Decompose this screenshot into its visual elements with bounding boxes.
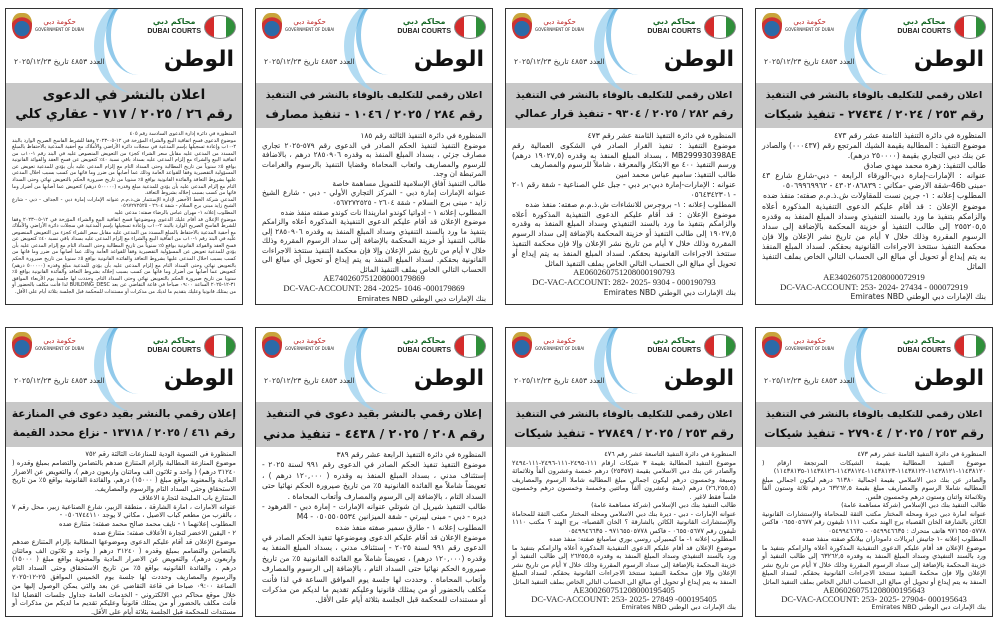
- newspaper-name: الوطن: [913, 366, 984, 391]
- notice-title: اعلان رقمي للتكليف بالوفاء بالنشر في التنفيذ: [765, 409, 983, 420]
- dubai-emblem-icon: [512, 13, 532, 39]
- courts-name-en: DUBAI COURTS: [397, 347, 451, 354]
- dubai-emblem-icon: [262, 13, 282, 39]
- case-number: رقم ٢٥٣ / ٢٠٢٤ / ٢٧٤٣٤ - تنفيذ شيكات: [764, 107, 984, 121]
- courts-name-en: DUBAI COURTS: [647, 347, 701, 354]
- government-of-dubai-logo: [512, 332, 584, 358]
- notice-paragraph: موضوع الدعوى فسخ اتفاقية البيع والشراء المؤرخة في ١٢-٠٥-٢٠٢٣ وفقا للشرط الفاسخ الصريح الوارد بالبند ٢-١٠ب وإعادة تسجيلها بإسم المدعية في سجلات دائرة الأراضي والأملاك مع أحقية المدعية بالاحتفاظ بالمبلغ المسدد من المدعى عليه مقابل سعر الشراء كجزء من التعويض المنصوص عليه في البند رقم ١-١٠ب من اتفاقية البيع والشراء مع إلزام المدعى عليه بسداد باقي نسبة ٤٠٪ كتعويض عن فسخ العقد والفوائد القانونية بواقع ٥٪ سنوياً من تاريخ المطالبة وحتى السداد التام مع إلزام المدعى عليه بأن يؤدي للمدعية تعويض عن المسؤولية التقصيرية وفقا للقواعد العامة وذلك عما أصابها من ضرر وما فاتها من كسب بسبب اخلال المدعى عليها بشروط التعاقد والفائدة القانونية بواقع ٥٪ سنويا من تاريخ صيرورة الحكم بالتعويض نهائي وحتى السداد التام مع إلزام المدعى عليه بأن يؤدي للمدعية مبلغ وقدره (٥٠٠٠٠٠ درهم) كتعويض عما أصابها من أضرار وما فاتها من كسب بسبب إخلاله بشروط التعاقد.: [12, 137, 237, 197]
- courts-label: [147, 17, 201, 37]
- notice-title: اعلان رقمي للتكليف بالوفاء بالنشر في التنفيذ: [515, 90, 733, 101]
- newspaper-name: الوطن: [163, 366, 234, 391]
- notice-paragraph: المنظورة في دائرة التنفيذ الثالثة رقم ١٨٥: [360, 131, 486, 140]
- notice-paragraph: المطلوب إعلانه ١- مهران عباس بالرضاء صفته: مدعى عليه: [114, 209, 236, 216]
- notice-paragraph: المطلوب إعلانه : ١- بروجرس للانشاءات ش.ذ.م.م صفته: منفذ ضده: [525, 199, 736, 209]
- legal-notice: [505, 327, 743, 617]
- dubai-emblem-icon: [762, 332, 782, 358]
- notice-paragraph: المنظورة في دائرة التنفيذ الثامنة عشر رقم ٤٧٣: [857, 450, 986, 458]
- courts-label: [647, 336, 701, 356]
- notice-title: اعلان رقمي للتكليف بالوفاء بالنشر في التنفيذ: [765, 90, 983, 101]
- case-number: رقم ٤٦١ / ٢٠٢٥ / ١٣٧١٨ - نزاع محدد القيمة: [12, 427, 236, 439]
- notice-paragraph: عنوانه امارة دبي ديرة ومحله المختار مكتب الثقة للمحاماة والإستشارات القانونية الكائن بالشارقة الخان القصباء برج الهند مكتب ١١١١ تليفون رقم ٠٦٥٥٠٥٦٧٧ فاكس ٩٧١٦٥٥٠٥٧٧٨ هاتف متحرك : ٠٥٤٩٩٤٦٦٣٥ - ٠٥٤٩٩٤٦٦٣٥: [762, 509, 986, 535]
- notice-paragraph: المطلوب إعلانه : ١- جرين نست للمقاولات ش.ذ.م.م صفته: منفذ ضده: [763, 191, 986, 201]
- dubai-courts-logo: [897, 15, 986, 39]
- notice-paragraph: موضوع الإعلان قد أقام عليكم الدعوى التنفيذية المذكورة أعلاه والزامكم بتنفيذ ما ورد بالسند التنفيذي وسداد المبلغ المنفذ به وقدره ٢٨٥٠٩٠٦ إلى طالب التنفيذ أو خزينة المحكمة بالإضافة إلى سداد الرسوم المقررة وذلك خلال ٧ أيام من تاريخ نشر الإعلان وإلا فإن محكمة التنفيذ ستتخذ الاجراءات القانونية بحقكم. لسداد المبلغ المنفذ به يتم إيداع أو تحويل أي مبالغ الى الحساب التالي الخاص بملف التنفيذ الماثل: [262, 217, 486, 274]
- case-number: رقم ٢٨٢ / ٢٠٢٥ / ٩٣٠٤ - تنفيذ قرار عمالي: [514, 108, 734, 120]
- notice-paragraph: موضوع المنازعة المطالبة بإلزام المتنازع ضدهم بالتضامن والتضامم بمبلغ وقدره ( ٣١٢٤٠ درهم) ( واحد و ثلاثون الف ومائتان واربعون درهم )، والتعويض عن الاضرار المادية والمعنوية بواقع مبلغ ( ١٥٠٠٠) درهم، والفائدة القانونية بواقع ٥٪ من تاريخ الاستحقاق وحتى السداد التام والرسوم والمصاريف.: [12, 458, 236, 494]
- gov-name-ar: حكومة دبي: [793, 18, 826, 26]
- gov-name-en: GOVERNMENT OF DUBAI: [285, 346, 335, 351]
- issue-date: العدد ٤٨٥٣ تاريخ ٢٠٢٥/١٢/٢٣: [264, 376, 355, 385]
- dubai-courts-logo: [897, 334, 986, 358]
- newspaper-name: الوطن: [413, 47, 484, 72]
- iban: AE300260751208000195405: [573, 585, 675, 596]
- notice-header: [6, 328, 242, 402]
- courts-emblem-icon: [454, 15, 486, 39]
- case-number: رقم ٢٠٨ / ٢٠٢٥ / ٤٤٣٨ - تنفيذ مدني: [263, 426, 485, 441]
- case-number: رقم ٢٦ / ٢٠٢٥ / ٧١٧ - عقاري كلي: [15, 107, 233, 122]
- courts-name-ar: محاكم دبي: [152, 336, 196, 345]
- notice-body: [506, 128, 742, 298]
- notice-paragraph: طالب التنفيذ: زهرة محمد مهدي صادق: [863, 161, 986, 171]
- dubai-courts-logo: [647, 334, 736, 358]
- gov-name-en: GOVERNMENT OF DUBAI: [535, 346, 585, 351]
- courts-name-ar: محاكم دبي: [152, 17, 196, 26]
- gov-name-ar: حكومة دبي: [43, 18, 76, 26]
- government-of-dubai-logo: [12, 332, 84, 358]
- bank-name: بنك الإمارات دبي الوطني Emirates NBD: [621, 603, 736, 612]
- notice-paragraph: المطلوب إعلانه ١ - ادواتيا كوندو امارينداا نات كوندو صفته منفذ ضده: [280, 207, 486, 217]
- notice-paragraph: المتنازع باب المليحة لتجارة الاعلاف: [138, 493, 236, 502]
- issue-date: العدد ٤٨٥٣ تاريخ ٢٠٢٥/١٢/٢٣: [514, 57, 605, 66]
- newspaper-name: الوطن: [913, 47, 984, 72]
- newspaper-name: الوطن: [663, 47, 734, 72]
- legal-notice: [255, 8, 493, 305]
- notice-title: اعلان رقمي للتكليف بالوفاء بالنشر في التنفيذ: [265, 90, 483, 101]
- legal-notice: [755, 8, 993, 305]
- notice-paragraph: عنوانه الإمارات - دبي - ديرة بنك دبي الاسلامي ومحله المختار مكتب الثقة للمحاماة والإستشارات القانونية الكائن بالشارقة ؟ الخان القصباء- برج الهند ؟ مكتب ١١١٠ تليفون رقم ٠٦٥٥٠٥٦٧٧ - فاكس ٩٧١٦٥٥٠٥٧٧٨ - ٠٥٤٩٩٤٦٦٣٥: [512, 509, 736, 535]
- gov-name-en: GOVERNMENT OF DUBAI: [785, 346, 835, 351]
- case-number: رقم ٢٥٣ / ٢٠٢٥ / ٢٧٨٤٩ - تنفيذ شيكات: [514, 426, 734, 440]
- gov-label: [535, 18, 584, 34]
- notice-body: [256, 128, 492, 303]
- vac-account: DC-VAC-ACCOUNT: 253- 2025- 27849 -000195405: [531, 593, 717, 604]
- courts-name-ar: محاكم دبي: [652, 336, 696, 345]
- notice-paragraph: موضوع الإعلان قد أقام عليك الدعوى وموضوعها فسخ اتفاقية البيع والشراء المؤرخة في ١٢-٠٥-٢٠٢٣ وفقا للشرط الفاسخ الصريح الوارد بالبند ٢-١٠ب وإعادة تسجيلها بإسم المدعية في سجلات دائرة الأراضي والأملاك مع أحقية المدعية بالاحتفاظ بالمبلغ المسدد من المدعى عليه مقابل سعر الشراء كجزء من التعويض المنصوص عليه في البند رقم ١-١٠ب من اتفاقية البيع والشراء مع إلزام المدعى عليه بسداد باقي نسبة ٤٠٪ كتعويض عن فسخ العقد والفوائد القانونية بواقع ٥٪ سنوياً من تاريخ المطالبة وحتى السداد التام مع إلزام المدعى عليه بأن يؤدي للمدعية تعويض عن المسؤولية التقصيرية وفقا للقواعد العامة وذلك عما أصابها من ضرر وما فاتها من كسب بسبب اخلال المدعى عليها بشروط التعاقد والفائدة القانونية بواقع ٥٪ سنويا من تاريخ صيرورة الحكم بالتعويض نهائي وحتى السداد التام مع إلزام المدعى عليه بأن يؤدي للمدعية مبلغ وقدره (٥٠٠٠٠٠ درهم) كتعويض عما أصابها من أضرار وما فاتها من كسب بسبب إخلاله بشروط التعاقد والفائدة القانونية بواقع ٥٪ سنويا من تاريخ صيرورة الحكم بالتعويض نهائي وحتى السداد التام. وحددت لها جلسة يوم الأربعاء الموافق ٣١-١٢-٢٠٢٥ الساعة ٠٩:٠٠ صباحا في قاعة التقاضي عن بعد BUILDING_DESC لذا فأنت مكلف بالحضور أو من يمثلك قانونيا وعليك بتقديم ما لديك من مذكرات أو مستندات للمحكمة قبل الجلسة بثلاثة أيام على الأقل.: [12, 216, 236, 295]
- gov-name-ar: حكومة دبي: [543, 337, 576, 345]
- notice-paragraph: عنوانه : الإمارات-إمارة دبي-بر دبي - جبل علي الصناعية - شقة رقم ٢٠١ - ٠٥٦٤٣٤٢٣٠١: [512, 180, 736, 199]
- dubai-emblem-icon: [12, 13, 32, 39]
- issue-date: العدد ٤٨٥٣ تاريخ ٢٠٢٥/١٢/٢٣: [764, 57, 855, 66]
- iban: AE060260751208000190793: [573, 267, 675, 278]
- government-of-dubai-logo: [762, 13, 834, 39]
- notice-header: [256, 9, 492, 83]
- bank-name: بنك الإمارات دبي الوطني Emirates NBD: [850, 292, 986, 302]
- gov-label: [785, 337, 834, 353]
- notice-header: [6, 9, 242, 83]
- notice-paragraph: المطلوب إعلانه ١ - طارق سمير صفته منفذ ضده: [335, 522, 486, 532]
- notice-paragraph: طالب التنفيذ بنك دبي الإسلامي (شركة مساهمة عامة): [841, 501, 986, 510]
- issue-date: العدد ٤٨٥٣ تاريخ ٢٠٢٥/١٢/٢٣: [764, 376, 855, 385]
- courts-name-en: DUBAI COURTS: [397, 28, 451, 35]
- notice-body: [506, 447, 742, 612]
- gov-label: [285, 18, 334, 34]
- notice-paragraph: موضوع التنفيذ : المطالبة بقيمة الشيك المرتجع رقم (٠٠٠٤٣٧) والصادر عن بنك دبي التجاري بقيمة (٢٥٠٠٠٠ درهم).: [762, 141, 986, 161]
- courts-name-ar: محاكم دبي: [402, 17, 446, 26]
- legal-notice: [255, 327, 493, 617]
- dubai-emblem-icon: [12, 332, 32, 358]
- courts-label: [647, 17, 701, 37]
- notice-paragraph: طالب التنفيذ بنك دبي الإسلامي (شركة مساهمة عامة): [591, 501, 736, 510]
- courts-emblem-icon: [204, 334, 236, 358]
- courts-name-en: DUBAI COURTS: [897, 28, 951, 35]
- case-number: رقم ٢٨٤ / ٢٠٢٥ / ١٠٤٦ - تنفيذ مصارف: [265, 107, 483, 121]
- issue-date: العدد ٤٨٥٣ تاريخ ٢٠٢٥/١٢/٢٣: [14, 57, 105, 66]
- courts-name-ar: محاكم دبي: [402, 336, 446, 345]
- notice-paragraph: موضوع التنفيذ لتنفيذ الحكم الصادر في الدعوى رقم ٥٧٩-٢٠٢٥ تجاري مصارف جزئي ، بسداد المبلغ المنفذ به وقدره ٢٨٥٠٩٠٦ درهم ، بالاضافة للرسوم والمصاريف واتعاب المحاماة وقضايا التنفيذ بالرسوم والغرامات المرتبطة ان وجد.: [262, 140, 486, 179]
- courts-name-ar: محاكم دبي: [652, 17, 696, 26]
- notice-header: [506, 328, 742, 402]
- notice-paragraph: المطلوب إعلانه -١ جاتيش ايريالات داموداران بيلانكو صفته منفذ ضده: [802, 535, 986, 544]
- notice-body: [6, 447, 242, 617]
- gov-name-en: GOVERNMENT OF DUBAI: [785, 27, 835, 32]
- issue-date: العدد ٤٨٥٣ تاريخ ٢٠٢٥/١٢/٢٣: [14, 376, 105, 385]
- notice-paragraph: عنوانه الإمارات إمارة دبي - المركز التجاري الأولي - دبي - شارع الشيخ زايد - مبنى برج السلام - شقة ٢٦٠٤ - ٠٥٦٧٢٧٢٥٢٥: [262, 188, 486, 207]
- gov-name-en: GOVERNMENT OF DUBAI: [535, 27, 585, 32]
- notice-body: [756, 447, 992, 612]
- notice-paragraph: طالب التنفيذ: ساميم عباس محمد امين: [615, 170, 736, 180]
- notice-title: اعلان بالنشر في الدعوى: [42, 87, 206, 103]
- gov-label: [535, 337, 584, 353]
- bank-name: بنك الإمارات دبي الوطني Emirates NBD: [357, 293, 486, 303]
- gov-name-ar: حكومة دبي: [293, 18, 326, 26]
- iban: AE340260751208000072919: [823, 272, 925, 283]
- notice-body: [6, 128, 242, 295]
- notice-paragraph: المنظورة في دائرة التنفيذ الرابعة عشر رقم ٣٨٩: [336, 450, 486, 459]
- notice-paragraph: موضوع الإعلان قد أقام عليكم الدعوى التنفيذية المذكورة أعلاه والزامكم بتنفيذ ما ورد بالسند التنفيذي وسداد المبلغ المنفذ به وقدره ٢٦٢٥٥,٥ إلى طالب التنفيذ أو خزينة المحكمة بالإضافة إلى سداد الرسوم المقررة وذلك خلال ٧ أيام من تاريخ نشر الإعلان وإلا فإن محكمة التنفيذ ستتخذ الاجراءات القانونية بحقكم. لسداد المبلغ المنفذ به يتم إيداع أو تحويل أي مبالغ الى الحساب التالي الخاص بملف التنفيذ الماثل: [512, 543, 736, 586]
- government-of-dubai-logo: [762, 332, 834, 358]
- courts-label: [397, 336, 451, 356]
- courts-emblem-icon: [204, 15, 236, 39]
- dubai-emblem-icon: [262, 332, 282, 358]
- courts-label: [397, 17, 451, 37]
- notice-paragraph: موضوع الإعلان : قد أقام عليكم الدعوى التنفيذية المذكورة أعلاه والزامكم بتنفيذ ما ورد بالسند التنفيذي وسداد المبلغ المنفذ به وقدره ٢٥٥٢٠٥,٥ إلى طالب التنفيذ أو خزينة المحكمة بالإضافة إلى سداد الرسوم المقررة وذلك خلال ٧ أيام من تاريخ نشر الإعلان وإلا فإن محكمة التنفيذ ستتخذ الاجراءات القانونية بحقكم. لسداد المبلغ المنفذ به يتم إيداع أو تحويل أي مبالغ الى الحساب التالي الخاص بملف التنفيذ الماثل: [762, 201, 986, 272]
- notice-header: [506, 9, 742, 83]
- notice-paragraph: عنوانه : الإمارات-إمارة دبي-الورقاء الرابعة - دبي-شارع شارع ٤٣ -مبنى 46b-شقة الارضي -مكاني : ٤٣٠٢٠٨٦٨٣٩ - ٠٥٠٦٩٩٦٩٩٦٢: [762, 171, 986, 191]
- courts-label: [147, 336, 201, 356]
- dubai-courts-logo: [147, 334, 236, 358]
- courts-name-en: DUBAI COURTS: [147, 347, 201, 354]
- gov-name-ar: حكومة دبي: [293, 337, 326, 345]
- gov-name-en: GOVERNMENT OF DUBAI: [35, 27, 85, 32]
- notice-paragraph: المنظورة في دائرة التنفيذ الثامنة عشر رقم ٤٧٣: [833, 131, 986, 140]
- vac-account: DC-VAC-ACCOUNT: 284 -2025- 1046 -000179869: [283, 283, 465, 293]
- courts-emblem-icon: [954, 15, 986, 39]
- issue-date: العدد ٤٨٥٣ تاريخ ٢٠٢٥/١٢/٢٣: [264, 57, 355, 66]
- notice-paragraph: موضوع التنفيذ : تنفيذ القرار الصادر في الشكوى العمالية رقم MB299930398AE ، بسداد المبلغ المنفذ به وقدره (١٩٠٢٧,٥ درهم) ورسم التنفيذ ٤٠٠ مع الابتكار والمعرفة ، شاملاً للرسوم والمصاريف: [512, 140, 737, 170]
- gov-name-en: GOVERNMENT OF DUBAI: [35, 346, 85, 351]
- notice-title: اعلان رقمي للتكليف بالوفاء بالنشر في التنفيذ: [515, 409, 733, 420]
- vac-account: DC-VAC-ACCOUNT: 253- 2025- 27904- 000195643: [781, 593, 967, 604]
- government-of-dubai-logo: [512, 13, 584, 39]
- newspaper-name: الوطن: [663, 366, 734, 391]
- gov-name-en: GOVERNMENT OF DUBAI: [285, 27, 335, 32]
- notice-paragraph: موضوع التنفيذ تنفيذ الحكم الصادر في الدعوى رقم ٩٩١ لسنة ٢٠٢٥ - إستئناف مدني ، بسداد المبلغ المنفذ به وقدره ( ١٢٠,٠٠٠ درهم ) ، تعويضاً شاملاً مع الفائدة القانونية ٥٪ من تاريخ صيرورة الحكم نهائيا حتى السداد التام ، بالإضافة إلى الرسوم والمصارف وأتعاب المحاماة .: [262, 460, 486, 501]
- notice-paragraph: المنظورة في التسوية الودية للمنازعات الثالثة رقم ٧٥٢: [85, 450, 236, 458]
- notice-paragraph: المطلوب إعلانه ١- ما كيمبيرلي روسي بوري سامبانغ صفته: منفذ ضده: [549, 535, 736, 544]
- gov-label: [785, 18, 834, 34]
- dubai-courts-logo: [397, 15, 486, 39]
- iban: AE060260751208000195643: [823, 585, 925, 596]
- courts-emblem-icon: [704, 15, 736, 39]
- courts-name-en: DUBAI COURTS: [647, 28, 701, 35]
- legal-notice: [5, 327, 243, 617]
- notice-paragraph: المنظورة في دائرة التنفيذ التاسعة عشر رقم ٤٧٦: [604, 450, 736, 458]
- notice-paragraph: موضوع التنفيذ المطالبة بقيمة ٣ شيكات ارقام ١١١-٢٤٩٥-١١١-٢٤٩٦-١١١-٢٤٩٤ والصادر عن بنك دبي الاسلامي بقيمة (٢٥٣٥٧) درهم خمسة وعشرون ألفاً وثلاثمائة وسبعة وخمسون درهم ليكون اجمالي مبلغ المطالبه شاملا الرسوم والمصاريف (٢٦,٢٥٥,٥) درهم (ستة وعشرون ألفاً ومائتين وخمسة وخمسون درهم وخمسون فلساً فقط لاغير .: [512, 458, 736, 501]
- legal-notice: [505, 8, 743, 305]
- courts-emblem-icon: [454, 334, 486, 358]
- legal-notice: [755, 327, 993, 617]
- case-number: رقم ٢٥٣ / ٢٠٢٥ / ٢٧٩٠٤ - تنفيذ شيكات: [764, 426, 984, 440]
- bank-name: بنك الإمارات دبي الوطني Emirates NBD: [603, 288, 736, 297]
- notice-paragraph: موضوع الإعلان قد أقام عليكم الدعوى وموضوعها المطالبة بإلزام المتنازع ضدهم بالتضامن والتضامم بمبلغ وقدره ( ٣١٢٤٠ درهم ( واحد و ثلاثون الف ومائتان واربعون درهم)، والتعويض عن الاضرار المادية والمعنوية بواقع مبلغ ( ١٥٠٠٠) درهم ، والفائدة القانونيه بواقع ٥٪ من تاريخ الاستحقاق وحتى السداد التام والرسوم والمصاريف وحددت لها جلسة يوم الخميس الموافق ٢٥-١٢-٢٠٢٥ الساعة ٠٩:٠٠ صباحا في قاعة التقاضي عن بعد والتي يمكن الوصول إليها من خلال موقع محاكم دبي الالكتروني - الخدمات العامة جداول جلسات القضايا لذا فأنت مكلف بالحضور أو من يمثلك قانونياً وعليكم تقديم ما لديكم من مذكرات أو مستندات للمحكمة قبل الجلسة بثلاثة أيام على الأقل.: [12, 537, 237, 617]
- gov-label: [35, 337, 84, 353]
- dubai-emblem-icon: [512, 332, 532, 358]
- notice-title: إعلان رقمي بالنشر بقيد دعوى في المنازعة: [11, 408, 236, 420]
- vac-account: DC-VAC-ACCOUNT: 282- 2025- 9304 - 000190793: [532, 277, 716, 288]
- dubai-courts-logo: [397, 334, 486, 358]
- gov-name-ar: حكومة دبي: [793, 337, 826, 345]
- notice-header: [256, 328, 492, 402]
- notice-body: [256, 447, 492, 606]
- courts-label: [897, 336, 951, 356]
- notice-body: [756, 128, 992, 302]
- courts-emblem-icon: [954, 334, 986, 358]
- notice-paragraph: موضوع الإعلان قد أقام عليكم الدعوى التنفيذية المذكورة أعلاه والزامكم بتنفيذ ما ورد بالسند التنفيذي وسداد المبلغ المنفذ به وقدره ٦٣٢٦٢,٥ إلى طالب التنفيذ أو خزينة المحكمة بالإضافة إلى سداد الرسوم المقررة وذلك خلال ٧ أيام من تاريخ نشر الإعلان وإلا فإن محكمة التنفيذ ستتخذ الاجراءات القانونية بحقكم. لسداد المبلغ المنفذ به يتم إيداع أو تحويل أي مبالغ الى الحساب التالي الخاص بملف التنفيذ الماثل: [762, 543, 986, 586]
- notice-paragraph: موضوع التنفيذ المطالبة بقيمة الشيكات المرتجعة ارقام ( ١١٤٣٨١٢٠-١١٤٣٨١٢١-١١٤٣٨١٢٢-١١٤٣٨١٢٣-١١٤٣٨١٢٤-١١٤٣٨١٢٦-١١٤٣٨١٣٥) والصادر عن بنك دبي الاسلامي بقيمة اجمالية ٦١٣٨٠ درهم ليكون اجمالي مبلغ المطالبه شاملا الرسوم والمصاريف مبلغ بقيمة ٦٣٢٦٢,٥ درهم ثلاثة وستون ألفاً وثلاثمائة واثنان وستون درهم وخمسون فلس.: [762, 458, 986, 501]
- vac-account: DC-VAC-ACCOUNT: 253- 2024- 27434 - 000072919: [780, 282, 968, 293]
- dubai-courts-logo: [647, 15, 736, 39]
- notice-paragraph: المدعي شركة الخط الأخضر لإدارة الإستثمار ش.ذ.م.م عنوانه الإمارات إمارة دبي - الجداف - دبي - شارع الشيخ زايد مبنى برج السلام - شقة ٢٦٠٤ - ٠٥٦٧٢٧٢٥٢٥: [12, 196, 236, 210]
- gov-name-ar: حكومة دبي: [43, 337, 76, 345]
- gov-label: [35, 18, 84, 34]
- government-of-dubai-logo: [12, 13, 84, 39]
- notice-paragraph: عنوانه الامارات ، امارة الشارقة ، منطقة الزبير، شارع الصناعية زبير، محل رقم ٧ ، بالقرب من مطعم كباب الاصيل ، مكاني لا يوجد ٠٥٠٦٧٤٤١١٠ -: [12, 502, 236, 520]
- legal-notice: [5, 8, 243, 305]
- issue-date: العدد ٤٨٥٣ تاريخ ٢٠٢٥/١٢/٢٣: [514, 376, 605, 385]
- courts-label: [897, 17, 951, 37]
- notice-paragraph: طالب التنفيذ آفاق الإسلامية للتمويل مساهمة خاصة: [332, 178, 486, 188]
- notice-paragraph: طالب التنفيذ شيريل ان شوتلي عنوانه الإمارات - إمارة دبي - القرهود - ديره - دبي - مبنى ليبرتي - شقة الميزانين ٠٥٠٥٥٠٥٥٣٤ - M4: [262, 501, 486, 522]
- courts-name-en: DUBAI COURTS: [897, 347, 951, 354]
- bank-name: بنك الإمارات دبي الوطني Emirates NBD: [871, 603, 986, 612]
- courts-name-ar: محاكم دبي: [902, 17, 946, 26]
- dubai-courts-logo: [147, 15, 236, 39]
- newspaper-name: الوطن: [163, 47, 234, 72]
- notice-paragraph: المنظورة في دائرة إدارة الدعوى السادسة رقم ٤٠٥: [129, 131, 236, 137]
- notice-paragraph: المنظورة في دائرة التنفيذ الثامنة عشر رقم ٤٧٣: [587, 131, 736, 140]
- notice-paragraph: موضوع الإعلان : قد أقام عليكم الدعوى التنفيذية المذكورة أعلاه والزامكم بتنفيذ ما ورد بالسند التنفيذي وسداد المبلغ المنفذ به وقدره ١٩٠٢٧,٥ إلى طالب التنفيذ أو خزينة المحكمة بالإضافة إلى سداد الرسوم المقررة وذلك خلال ٧ أيام من تاريخ نشر الإعلان وإلا فإن محكمة التنفيذ ستتخذ الاجراءات القانونية بحقكم. لسداد المبلغ المنفذ به يتم إيداع أو تحويل أي مبالغ الى الحساب التالي الخاص بملف التنفيذ الماثل: [512, 209, 736, 268]
- notice-header: [756, 328, 992, 402]
- notice-paragraph: موضوع الإعلان قد أقام عليكم الدعوى وموضوعها تنفيذ الحكم الصادر في الدعوى رقم ٩٩١ لسنة ٢٠٢٥ - إستئناف مدني ، بسداد المبلغ المنفذ به وقدره (١٢٠,٠٠٠ درهم) ، تعويضاً شاملاً مع الفائدة القانونية ٥٪ من تاريخ صيرورة الحكم نهائيا حتى السداد التام ، بالإضافة إلى الرسوم والمصارف وأتعاب المحاماة . وحددت لها جلسة يوم الموافق الساعة في لذا فأنت مكلف بالحضور أو من يمثلك قانونيا وعليكم تقديم ما لديكم من مذكرات أو مستندات للمحكمة قبل الجلسة بثلاثة أيام على الأقل.: [262, 533, 486, 605]
- courts-emblem-icon: [704, 334, 736, 358]
- government-of-dubai-logo: [262, 13, 334, 39]
- notice-paragraph: المطلوب إعلانهما ١ - نايف محمد صالح محمد صفته: متنازع ضده: [59, 520, 236, 529]
- dubai-emblem-icon: [762, 13, 782, 39]
- government-of-dubai-logo: [262, 332, 334, 358]
- newspaper-name: الوطن: [413, 366, 484, 391]
- courts-name-ar: محاكم دبي: [902, 336, 946, 345]
- notice-title: إعلان رقمي بالنشر بقيد دعوى في التنفيذ: [266, 408, 482, 420]
- iban: AE740260751208000179869: [323, 273, 425, 284]
- notice-paragraph: ٢ - اليقين الاخضر لتجارة الأعلاف صفته: متنازع ضده: [93, 529, 236, 538]
- gov-name-ar: حكومة دبي: [543, 18, 576, 26]
- courts-name-en: DUBAI COURTS: [147, 28, 201, 35]
- gov-label: [285, 337, 334, 353]
- notice-header: [756, 9, 992, 83]
